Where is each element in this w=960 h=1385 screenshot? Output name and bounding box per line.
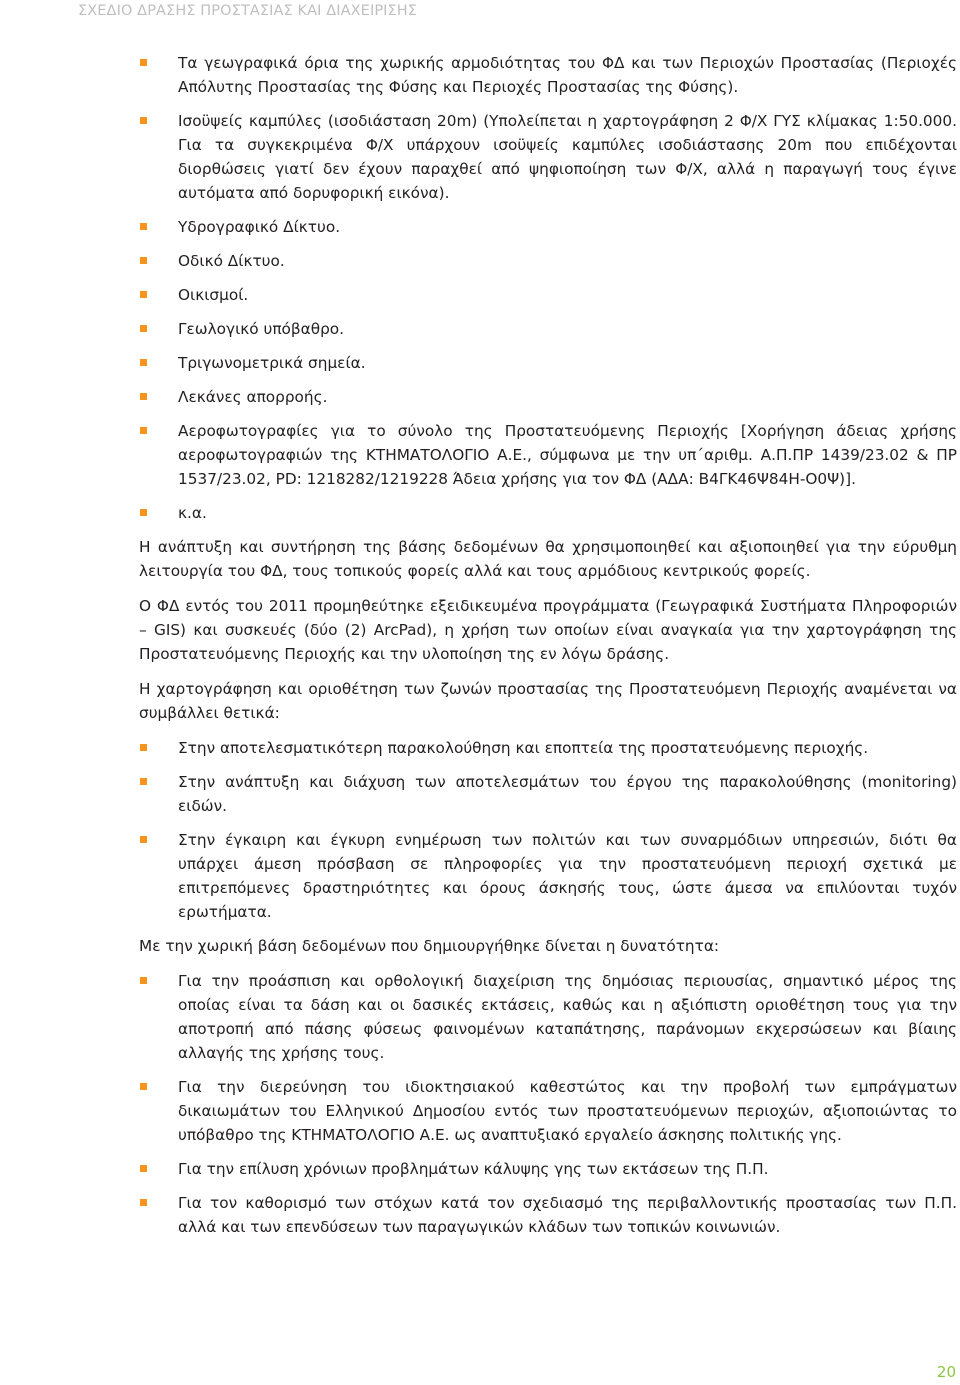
square-bullet-icon xyxy=(140,291,147,298)
list-item xyxy=(139,419,957,491)
list-item-text: Για την προάσπιση και ορθολογική διαχείριση της δημόσιας περιουσίας, σημαντικό μέρος της οποίας είναι τα δάση και οι δασικές εκτάσεις, καθώς και η αξιόπιστη οριοθέτηση τους για την αποτροπή από πάσης φύσεως φαινομένων καταπάτησης, παράνομων εκχερσώσεων και βίαιης αλλαγής της χρήσης τους. xyxy=(178,972,957,1062)
list-item-text: Στην έγκαιρη και έγκυρη ενημέρωση των πολιτών και των συναρμόδιων υπηρεσιών, διότι θα υπάρχει άμεση πρόσβαση σε πληροφορίες για την προστατευόμενη περιοχή σχετικά με επιτρεπόμενες δραστηριότητες και όρους άσκησής τους, ώστε άμεσα να επιλύονται τυχόν ερωτήματα. xyxy=(178,831,957,921)
square-bullet-icon xyxy=(140,1083,147,1090)
list-item xyxy=(139,385,957,409)
list-item xyxy=(139,736,957,760)
square-bullet-icon xyxy=(140,117,147,124)
list-item-text: Λεκάνες απορροής. xyxy=(178,388,328,406)
page-body xyxy=(139,51,957,1249)
square-bullet-icon xyxy=(140,223,147,230)
list-item xyxy=(139,249,957,273)
list-item-text: Για την επίλυση χρόνιων προβλημάτων κάλυψης γης των εκτάσεων της Π.Π. xyxy=(178,1160,769,1178)
list-item xyxy=(139,828,957,924)
list-item-text: Για τον καθορισμό των στόχων κατά τον σχεδιασμό της περιβαλλοντικής προστασίας των Π.Π. αλλά και των επενδύσεων των παραγωγικών κλάδων των τοπικών κοινωνιών. xyxy=(178,1194,957,1236)
list-item-text: Αεροφωτογραφίες για το σύνολο της Προστατευόμενης Περιοχής [Χορήγηση άδειας χρήσης αεροφωτογραφιών της ΚΤΗΜΑΤΟΛΟΓΙΟ Α.Ε., σύμφωνα με την υπ΄αριθμ. Α.Π.ΠΡ 1439/23.02 & ΠΡ 1537/23.02, PD: 1218282/1219228 Άδεια χρήσης για τον ΦΔ (ΑΔΑ: Β4ΓΚ46Ψ84Η-Ο0Ψ)]. xyxy=(178,422,957,488)
list-item xyxy=(139,215,957,239)
square-bullet-icon xyxy=(140,1199,147,1206)
list-item-text: Οικισμοί. xyxy=(178,286,249,304)
list-item-text: Για την διερεύνηση του ιδιοκτησιακού καθεστώτος και την προβολή των εμπράγματων δικαιωμάτων του Ελληνικού Δημοσίου εντός των προστατευόμενων περιοχών, αξιοποιώντας το υπόβαθρο της ΚΤΗΜΑΤΟΛΟΓΙΟ Α.Ε. ως αναπτυξιακό εργαλείο άσκησης πολιτικής γης. xyxy=(178,1078,957,1144)
list-item xyxy=(139,317,957,341)
paragraph-mapping-benefits: Η χαρτογράφηση και οριοθέτηση των ζωνών προστασίας της Προστατευόμενη Περιοχής αναμένεται να συμβάλλει θετικά: xyxy=(139,680,957,722)
list-item-text: Τριγωνομετρικά σημεία. xyxy=(178,354,366,372)
list-item xyxy=(139,1075,957,1147)
list-item-text: Στην αποτελεσματικότερη παρακολούθηση και εποπτεία της προστατευόμενης περιοχής. xyxy=(178,739,869,757)
list-item-text: Γεωλογικό υπόβαθρο. xyxy=(178,320,345,338)
list-item xyxy=(139,1191,957,1239)
paragraph-spatial-database: Με την χωρική βάση δεδομένων που δημιουργήθηκε δίνεται η δυνατότητα: xyxy=(139,937,720,955)
list-item xyxy=(139,351,957,375)
square-bullet-icon xyxy=(140,325,147,332)
list-item xyxy=(139,501,957,525)
list-item xyxy=(139,109,957,205)
list-item-text: κ.α. xyxy=(178,504,207,522)
square-bullet-icon xyxy=(140,393,147,400)
square-bullet-icon xyxy=(140,509,147,516)
list-item-text: Τα γεωγραφικά όρια της χωρικής αρμοδιότητας του ΦΔ και των Περιοχών Προστασίας (Περιοχές Απόλυτης Προστασίας της Φύσης και Περιοχές Προστασίας της Φύσης). xyxy=(178,54,957,96)
running-header: ΣΧΕΔΙΟ ΔΡΑΣΗΣ ΠΡΟΣΤΑΣΙΑΣ ΚΑΙ ΔΙΑΧΕΙΡΙΣΗΣ xyxy=(78,3,418,19)
paragraph-database-use: Η ανάπτυξη και συντήρηση της βάσης δεδομένων θα χρησιμοποιηθεί και αξιοποιηθεί για την εύρυθμη λειτουργία του ΦΔ, τους τοπικούς φορείς αλλά και τους αρμόδιους κεντρικούς φορείς. xyxy=(139,538,957,580)
square-bullet-icon xyxy=(140,836,147,843)
list-item xyxy=(139,1157,957,1181)
list-item-text: Στην ανάπτυξη και διάχυση των αποτελεσμάτων του έργου της παρακολούθησης (monitoring) ειδών. xyxy=(178,773,957,815)
square-bullet-icon xyxy=(140,1165,147,1172)
square-bullet-icon xyxy=(140,778,147,785)
list-item-text: Ισοϋψείς καμπύλες (ισοδιάσταση 20m) (Υπολείπεται η χαρτογράφηση 2 Φ/Χ ΓΥΣ κλίμακας 1:50.000. Για τα συγκεκριμένα Φ/Χ υπάρχουν ισοϋψείς καμπύλες ισοδιάστασης 20m που επιδέχονται διορθώσεις γιατί δεν έχουν παραχθεί από ψηφιοποίηση των Φ/Χ, αλλά η παραγωγή τους έγινε αυτόματα από δορυφορική εικόνα). xyxy=(178,112,957,202)
spatial-database-uses-list xyxy=(139,969,957,1239)
square-bullet-icon xyxy=(140,359,147,366)
list-item xyxy=(139,283,957,307)
list-item-text: Οδικό Δίκτυο. xyxy=(178,252,285,270)
square-bullet-icon xyxy=(140,427,147,434)
square-bullet-icon xyxy=(140,59,147,66)
paragraph-gis-software: Ο ΦΔ εντός του 2011 προμηθεύτηκε εξειδικευμένα προγράμματα (Γεωγραφικά Συστήματα Πληροφοριών – GIS) και συσκευές (δύο (2) ArcPad), η χρήση των οποίων είναι αναγκαία για την χαρτογράφηση της Προστατευόμενης Περιοχής και την υλοποίηση της εν λόγω δράσης. xyxy=(139,597,957,663)
list-item xyxy=(139,51,957,99)
list-item xyxy=(139,969,957,1065)
square-bullet-icon xyxy=(140,257,147,264)
list-item xyxy=(139,770,957,818)
data-layers-list xyxy=(139,51,957,525)
list-item-text: Υδρογραφικό Δίκτυο. xyxy=(178,218,341,236)
mapping-benefits-list xyxy=(139,736,957,924)
square-bullet-icon xyxy=(140,744,147,751)
page-number: 20 xyxy=(936,1363,956,1381)
square-bullet-icon xyxy=(140,977,147,984)
